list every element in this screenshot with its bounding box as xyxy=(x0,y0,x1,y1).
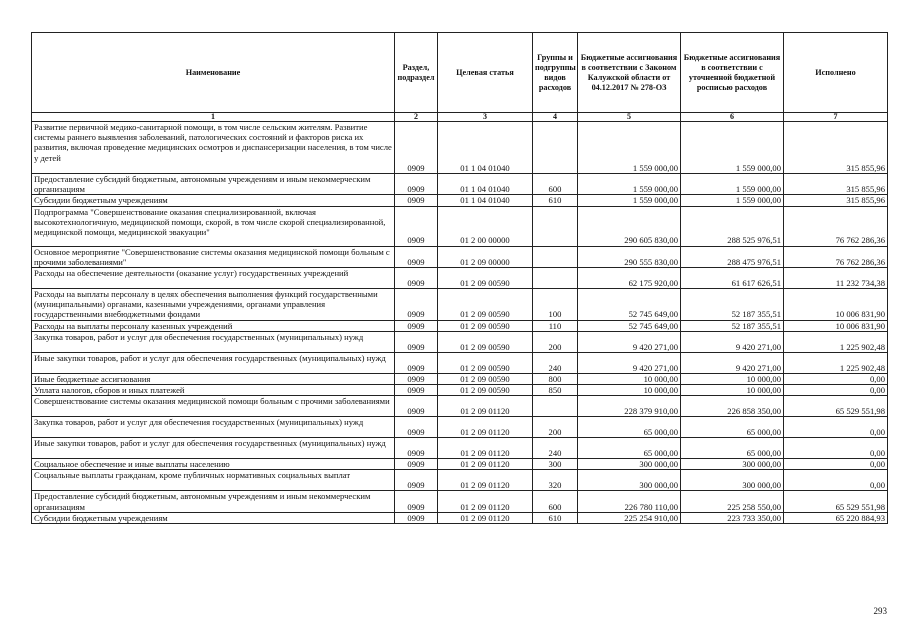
row-section: 0909 xyxy=(395,396,438,417)
row-group xyxy=(533,268,578,289)
row-section: 0909 xyxy=(395,470,438,491)
row-section: 0909 xyxy=(395,320,438,331)
row-executed: 0,00 xyxy=(784,373,888,384)
table-row xyxy=(32,206,888,246)
row-refined: 288 475 976,51 xyxy=(681,246,784,267)
header-group: Группы и подгруппы видов расходов xyxy=(533,33,578,113)
row-group xyxy=(533,246,578,267)
row-name: Подпрограмма "Совершенствование оказания специализированной, включая высокотехнологичную, медицинской помощи, скорой, в том числе скорой специализированной, медицинской помощи, медицинской эвакуации" xyxy=(32,206,395,246)
row-refined: 52 187 355,51 xyxy=(681,289,784,321)
row-name: Предоставление субсидий бюджетным, автономным учреждениям и иным некоммерческим организациям xyxy=(32,174,395,195)
row-name: Расходы на обеспечение деятельности (оказание услуг) государственных учреждений xyxy=(32,268,395,289)
row-executed: 76 762 286,36 xyxy=(784,246,888,267)
row-law: 1 559 000,00 xyxy=(578,174,681,195)
row-section: 0909 xyxy=(395,289,438,321)
row-refined: 52 187 355,51 xyxy=(681,320,784,331)
row-executed: 1 225 902,48 xyxy=(784,331,888,352)
row-group: 300 xyxy=(533,459,578,470)
row-refined: 9 420 271,00 xyxy=(681,352,784,373)
row-section: 0909 xyxy=(395,373,438,384)
row-group xyxy=(533,206,578,246)
header-name: Наименование xyxy=(32,33,395,113)
row-group xyxy=(533,122,578,174)
row-law: 300 000,00 xyxy=(578,470,681,491)
column-number-row xyxy=(32,113,888,122)
header-refined: Бюджетные ассигнования в соответствии с уточненной бюджетной росписью расходов xyxy=(681,33,784,113)
column-number: 2 xyxy=(395,113,438,122)
table-row xyxy=(32,491,888,512)
table-row xyxy=(32,470,888,491)
column-number: 6 xyxy=(681,113,784,122)
row-refined: 1 559 000,00 xyxy=(681,195,784,206)
row-refined: 225 258 550,00 xyxy=(681,491,784,512)
row-name: Предоставление субсидий бюджетным, автономным учреждениям и иным некоммерческим организациям xyxy=(32,491,395,512)
table-row xyxy=(32,174,888,195)
row-section: 0909 xyxy=(395,195,438,206)
row-section: 0909 xyxy=(395,491,438,512)
row-refined: 288 525 976,51 xyxy=(681,206,784,246)
header-law: Бюджетные ассигнования в соответствии с Законом Калужской области от 04.12.2017 № 278-ОЗ xyxy=(578,33,681,113)
column-number: 4 xyxy=(533,113,578,122)
row-section: 0909 xyxy=(395,246,438,267)
page-number: 293 xyxy=(873,606,887,616)
row-refined: 9 420 271,00 xyxy=(681,331,784,352)
row-group: 320 xyxy=(533,470,578,491)
row-group: 800 xyxy=(533,373,578,384)
row-law: 225 254 910,00 xyxy=(578,512,681,523)
row-name: Закупка товаров, работ и услуг для обеспечения государственных (муниципальных) нужд xyxy=(32,331,395,352)
row-target: 01 2 09 01120 xyxy=(438,459,533,470)
row-law: 9 420 271,00 xyxy=(578,331,681,352)
row-name: Расходы на выплаты персоналу казенных учреждений xyxy=(32,320,395,331)
row-refined: 10 000,00 xyxy=(681,373,784,384)
row-refined: 226 858 350,00 xyxy=(681,396,784,417)
row-target: 01 2 09 01120 xyxy=(438,491,533,512)
table-row xyxy=(32,289,888,321)
column-number: 3 xyxy=(438,113,533,122)
row-section: 0909 xyxy=(395,438,438,459)
table-row xyxy=(32,268,888,289)
row-target: 01 2 09 00590 xyxy=(438,289,533,321)
row-section: 0909 xyxy=(395,331,438,352)
row-target: 01 2 09 01120 xyxy=(438,512,533,523)
row-executed: 10 006 831,90 xyxy=(784,289,888,321)
row-refined: 223 733 350,00 xyxy=(681,512,784,523)
row-group: 200 xyxy=(533,331,578,352)
table-body xyxy=(32,122,888,524)
table-row xyxy=(32,352,888,373)
row-executed: 10 006 831,90 xyxy=(784,320,888,331)
row-law: 228 379 910,00 xyxy=(578,396,681,417)
row-law: 10 000,00 xyxy=(578,373,681,384)
row-name: Иные закупки товаров, работ и услуг для обеспечения государственных (муниципальных) нужд xyxy=(32,352,395,373)
row-refined: 61 617 626,51 xyxy=(681,268,784,289)
row-target: 01 2 09 01120 xyxy=(438,470,533,491)
header-target: Целевая статья xyxy=(438,33,533,113)
row-executed: 315 855,96 xyxy=(784,122,888,174)
row-group: 200 xyxy=(533,417,578,438)
row-target: 01 1 04 01040 xyxy=(438,195,533,206)
row-target: 01 2 09 01120 xyxy=(438,396,533,417)
row-executed: 315 855,96 xyxy=(784,174,888,195)
row-law: 10 000,00 xyxy=(578,385,681,396)
row-law: 1 559 000,00 xyxy=(578,195,681,206)
row-section: 0909 xyxy=(395,417,438,438)
column-number: 7 xyxy=(784,113,888,122)
row-group: 610 xyxy=(533,195,578,206)
row-executed: 0,00 xyxy=(784,470,888,491)
row-name: Социальные выплаты гражданам, кроме публичных нормативных социальных выплат xyxy=(32,470,395,491)
row-section: 0909 xyxy=(395,206,438,246)
row-executed: 1 225 902,48 xyxy=(784,352,888,373)
row-section: 0909 xyxy=(395,122,438,174)
row-law: 1 559 000,00 xyxy=(578,122,681,174)
row-target: 01 2 09 01120 xyxy=(438,438,533,459)
row-name: Иные закупки товаров, работ и услуг для обеспечения государственных (муниципальных) нужд xyxy=(32,438,395,459)
table-row xyxy=(32,320,888,331)
row-refined: 65 000,00 xyxy=(681,417,784,438)
row-group: 100 xyxy=(533,289,578,321)
table-row xyxy=(32,246,888,267)
row-section: 0909 xyxy=(395,352,438,373)
table-row xyxy=(32,459,888,470)
row-group: 240 xyxy=(533,438,578,459)
row-law: 226 780 110,00 xyxy=(578,491,681,512)
row-name: Социальное обеспечение и иные выплаты населению xyxy=(32,459,395,470)
row-executed: 0,00 xyxy=(784,417,888,438)
row-refined: 65 000,00 xyxy=(681,438,784,459)
table-row xyxy=(32,195,888,206)
table-row xyxy=(32,512,888,523)
header-section: Раздел, подраздел xyxy=(395,33,438,113)
row-name: Субсидии бюджетным учреждениям xyxy=(32,195,395,206)
row-name: Уплата налогов, сборов и иных платежей xyxy=(32,385,395,396)
row-executed: 76 762 286,36 xyxy=(784,206,888,246)
row-executed: 315 855,96 xyxy=(784,195,888,206)
row-target: 01 2 09 00590 xyxy=(438,320,533,331)
row-section: 0909 xyxy=(395,459,438,470)
row-target: 01 2 09 00590 xyxy=(438,268,533,289)
row-law: 52 745 649,00 xyxy=(578,289,681,321)
row-refined: 300 000,00 xyxy=(681,459,784,470)
row-executed: 0,00 xyxy=(784,385,888,396)
row-name: Основное мероприятие "Совершенствование системы оказания медицинской помощи больным с прочими заболеваниями" xyxy=(32,246,395,267)
row-refined: 10 000,00 xyxy=(681,385,784,396)
row-refined: 300 000,00 xyxy=(681,470,784,491)
row-section: 0909 xyxy=(395,174,438,195)
row-name: Субсидии бюджетным учреждениям xyxy=(32,512,395,523)
row-group xyxy=(533,396,578,417)
row-name: Закупка товаров, работ и услуг для обеспечения государственных (муниципальных) нужд xyxy=(32,417,395,438)
row-law: 300 000,00 xyxy=(578,459,681,470)
row-refined: 1 559 000,00 xyxy=(681,174,784,195)
row-target: 01 1 04 01040 xyxy=(438,174,533,195)
row-law: 65 000,00 xyxy=(578,417,681,438)
row-name: Расходы на выплаты персоналу в целях обеспечения выполнения функций государственными (муниципальными) органами, казенными учреждениями, органами управления государственными внебюджетными фондами xyxy=(32,289,395,321)
row-group: 600 xyxy=(533,491,578,512)
table-row xyxy=(32,373,888,384)
row-section: 0909 xyxy=(395,512,438,523)
table-row xyxy=(32,385,888,396)
row-target: 01 2 09 01120 xyxy=(438,417,533,438)
row-law: 65 000,00 xyxy=(578,438,681,459)
row-group: 600 xyxy=(533,174,578,195)
row-executed: 65 529 551,98 xyxy=(784,491,888,512)
row-target: 01 2 00 00000 xyxy=(438,206,533,246)
row-name: Иные бюджетные ассигнования xyxy=(32,373,395,384)
row-group: 240 xyxy=(533,352,578,373)
row-target: 01 2 09 00590 xyxy=(438,352,533,373)
row-executed: 65 529 551,98 xyxy=(784,396,888,417)
row-law: 62 175 920,00 xyxy=(578,268,681,289)
table-row xyxy=(32,331,888,352)
budget-table xyxy=(31,32,888,524)
column-number: 5 xyxy=(578,113,681,122)
row-refined: 1 559 000,00 xyxy=(681,122,784,174)
row-section: 0909 xyxy=(395,268,438,289)
table-row xyxy=(32,438,888,459)
row-executed: 0,00 xyxy=(784,438,888,459)
table-row xyxy=(32,122,888,174)
row-law: 290 605 830,00 xyxy=(578,206,681,246)
row-section: 0909 xyxy=(395,385,438,396)
row-law: 9 420 271,00 xyxy=(578,352,681,373)
row-name: Совершенствование системы оказания медицинской помощи больным с прочими заболеваниями xyxy=(32,396,395,417)
row-law: 290 555 830,00 xyxy=(578,246,681,267)
row-executed: 65 220 884,93 xyxy=(784,512,888,523)
row-group: 850 xyxy=(533,385,578,396)
row-name: Развитие первичной медико-санитарной помощи, в том числе сельским жителям. Развитие системы раннего выявления заболеваний, патологических состояний и факторов риска их развития, включая проведение медицинских осмотров и диспансеризации населения, в том числе у детей xyxy=(32,122,395,174)
row-group: 610 xyxy=(533,512,578,523)
row-target: 01 2 09 00590 xyxy=(438,373,533,384)
row-target: 01 2 09 00000 xyxy=(438,246,533,267)
row-target: 01 2 09 00590 xyxy=(438,331,533,352)
row-group: 110 xyxy=(533,320,578,331)
row-target: 01 1 04 01040 xyxy=(438,122,533,174)
table-row xyxy=(32,396,888,417)
column-number: 1 xyxy=(32,113,395,122)
header-executed: Исполнено xyxy=(784,33,888,113)
row-target: 01 2 09 00590 xyxy=(438,385,533,396)
row-law: 52 745 649,00 xyxy=(578,320,681,331)
header-row xyxy=(32,33,888,113)
table-row xyxy=(32,417,888,438)
row-executed: 11 232 734,38 xyxy=(784,268,888,289)
row-executed: 0,00 xyxy=(784,459,888,470)
